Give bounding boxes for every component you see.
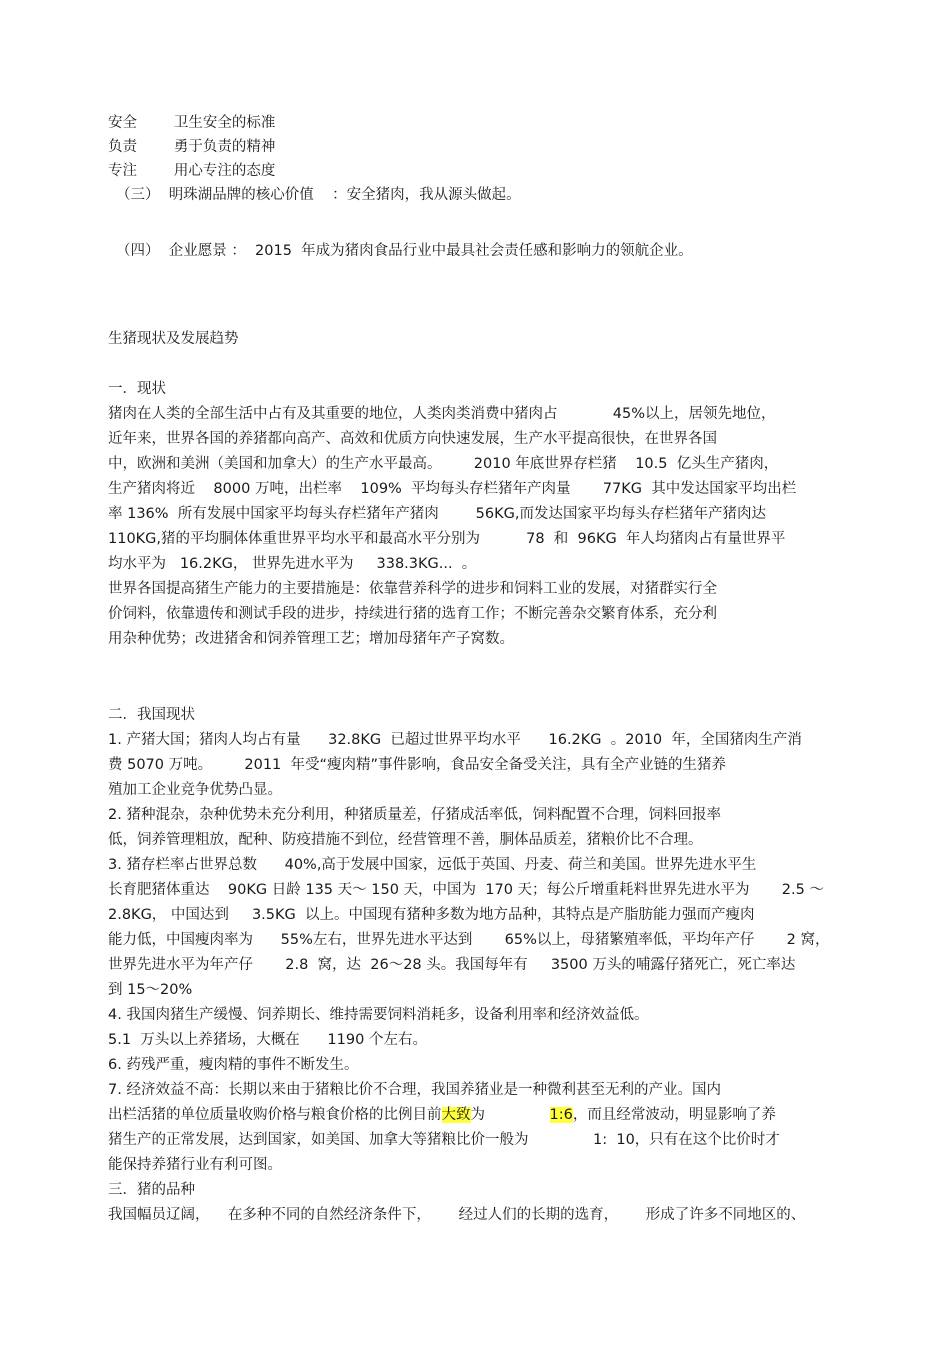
text-line: 1. 产猪大国；猪肉人均占有量 32.8KG 已超过世界平均水平 16.2KG 。2010 年，全国猪肉生产消 [108, 732, 802, 748]
text-line: 费 5070 万吨。 2011 年受“瘦肉精”事件影响，食品安全备受关注，具有全产业链的生猪养 [108, 757, 727, 773]
highlighted-text: 大致 [441, 1107, 471, 1123]
text-line: 负责 勇于负责的精神 [108, 139, 276, 155]
text-line: 二．我国现状 [108, 707, 195, 723]
text-line: 中，欧洲和美洲（美国和加拿大）的生产水平最高。 2010 年底世界存栏猪 10.5 亿头生产猪肉， [108, 456, 779, 472]
text-line: 出栏活猪的单位质量收购价格与粮食价格的比例目前大致为 1:6，而且经常波动，明显影响了养 [108, 1107, 776, 1123]
text-line: （三） 明珠湖品牌的核心价值 ：安全猪肉，我从源头做起。 [116, 187, 521, 203]
text-line: 7. 经济效益不高：长期以来由于猪粮比价不合理，我国养猪业是一种微利甚至无利的产业。国内 [108, 1082, 721, 1098]
text-line: 2. 猪种混杂，杂种优势未充分利用，种猪质量差，仔猪成活率低，饲料配置不合理，饲料回报率 [108, 807, 721, 823]
text-line: 世界先进水平为年产仔 2.8 窝，达 26～28 头。我国每年有 3500 万头的哺露仔猪死亡，死亡率达 [108, 957, 796, 973]
text-line: 能力低，中国瘦肉率为 55%左右，世界先进水平达到 65%以上，母猪繁殖率低，平均年产仔 2 窝， [108, 932, 830, 948]
text-line: 5.1 万头以上养猪场，大概在 1190 个左右。 [108, 1032, 427, 1048]
text-line: 猪肉在人类的全部生活中占有及其重要的地位，人类肉类消费中猪肉占 45%以上，居领先地位， [108, 406, 776, 422]
text-line: 生猪现状及发展趋势 [108, 331, 239, 347]
text-line: 4. 我国肉猪生产缓慢、饲养期长、维持需要饲料消耗多，设备利用率和经济效益低。 [108, 1007, 649, 1023]
text-line: 一．现状 [108, 381, 166, 397]
text-line: 近年来，世界各国的养猪都向高产、高效和优质方向快速发展，生产水平提高很快，在世界各国 [108, 431, 717, 447]
text-line: 殖加工企业竞争优势凸显。 [108, 782, 282, 798]
text-line: 到 15～20% [108, 982, 193, 998]
text-line: 110KG,猪的平均胴体体重世界平均水平和最高水平分别为 78 和 96KG 年人均猪肉占有量世界平 [108, 531, 786, 547]
text-line: 世界各国提高猪生产能力的主要措施是：依靠营养科学的进步和饲料工业的发展，对猪群实行全 [108, 581, 717, 597]
text-line: 长育肥猪体重达 90KG 日龄 135 天～ 150 天，中国为 170 天；每公斤增重耗料世界先进水平为 2.5 ～ [108, 882, 824, 898]
text-line: 率 136% 所有发展中国家平均每头存栏猪年产猪肉 56KG,而发达国家平均每头存栏猪年产猪肉达 [108, 506, 766, 522]
text-line: 安全 卫生安全的标准 [108, 115, 276, 131]
text-line: 6. 药残严重，瘦肉精的事件不断发生。 [108, 1057, 359, 1073]
text-line: 我国幅员辽阔， 在多种不同的自然经济条件下， 经过人们的长期的选育， 形成了许多不同地区的、 [108, 1207, 806, 1223]
text-line: 2.8KG， 中国达到 3.5KG 以上。中国现有猪种多数为地方品种，其特点是产脂肪能力强而产瘦肉 [108, 907, 755, 923]
text-line: 三．猪的品种 [108, 1182, 195, 1198]
text-line: 生产猪肉将近 8000 万吨，出栏率 109% 平均每头存栏猪年产肉量 77KG 其中发达国家平均出栏 [108, 481, 797, 497]
text-line: 能保持养猪行业有利可图。 [108, 1157, 282, 1173]
text-line: 用杂种优势；改进猪舍和饲养管理工艺；增加母猪年产子窝数。 [108, 631, 514, 647]
text-line: 猪生产的正常发展，达到国家，如美国、加拿大等猪粮比价一般为 1: 10，只有在这个比价时才 [108, 1132, 780, 1148]
text-line: （四） 企业愿景 ： 2015 年成为猪肉食品行业中最具社会责任感和影响力的领航企业。 [116, 243, 693, 259]
text-line: 3. 猪存栏率占世界总数 40%,高于发展中国家，远低于英国、丹麦、荷兰和美国。世界先进水平生 [108, 857, 757, 873]
text-line: 价饲料，依靠遗传和测试手段的进步，持续进行猪的选育工作；不断完善杂交繁育体系，充分利 [108, 606, 717, 622]
text-line: 专注 用心专注的态度 [108, 163, 276, 179]
highlighted-text: 1:6 [549, 1107, 573, 1123]
text-line: 低，饲养管理粗放，配种、防疫措施不到位，经营管理不善，胴体品质差，猪粮价比不合理。 [108, 832, 703, 848]
text-line: 均水平为 16.2KG， 世界先进水平为 338.3KG... 。 [108, 556, 477, 572]
